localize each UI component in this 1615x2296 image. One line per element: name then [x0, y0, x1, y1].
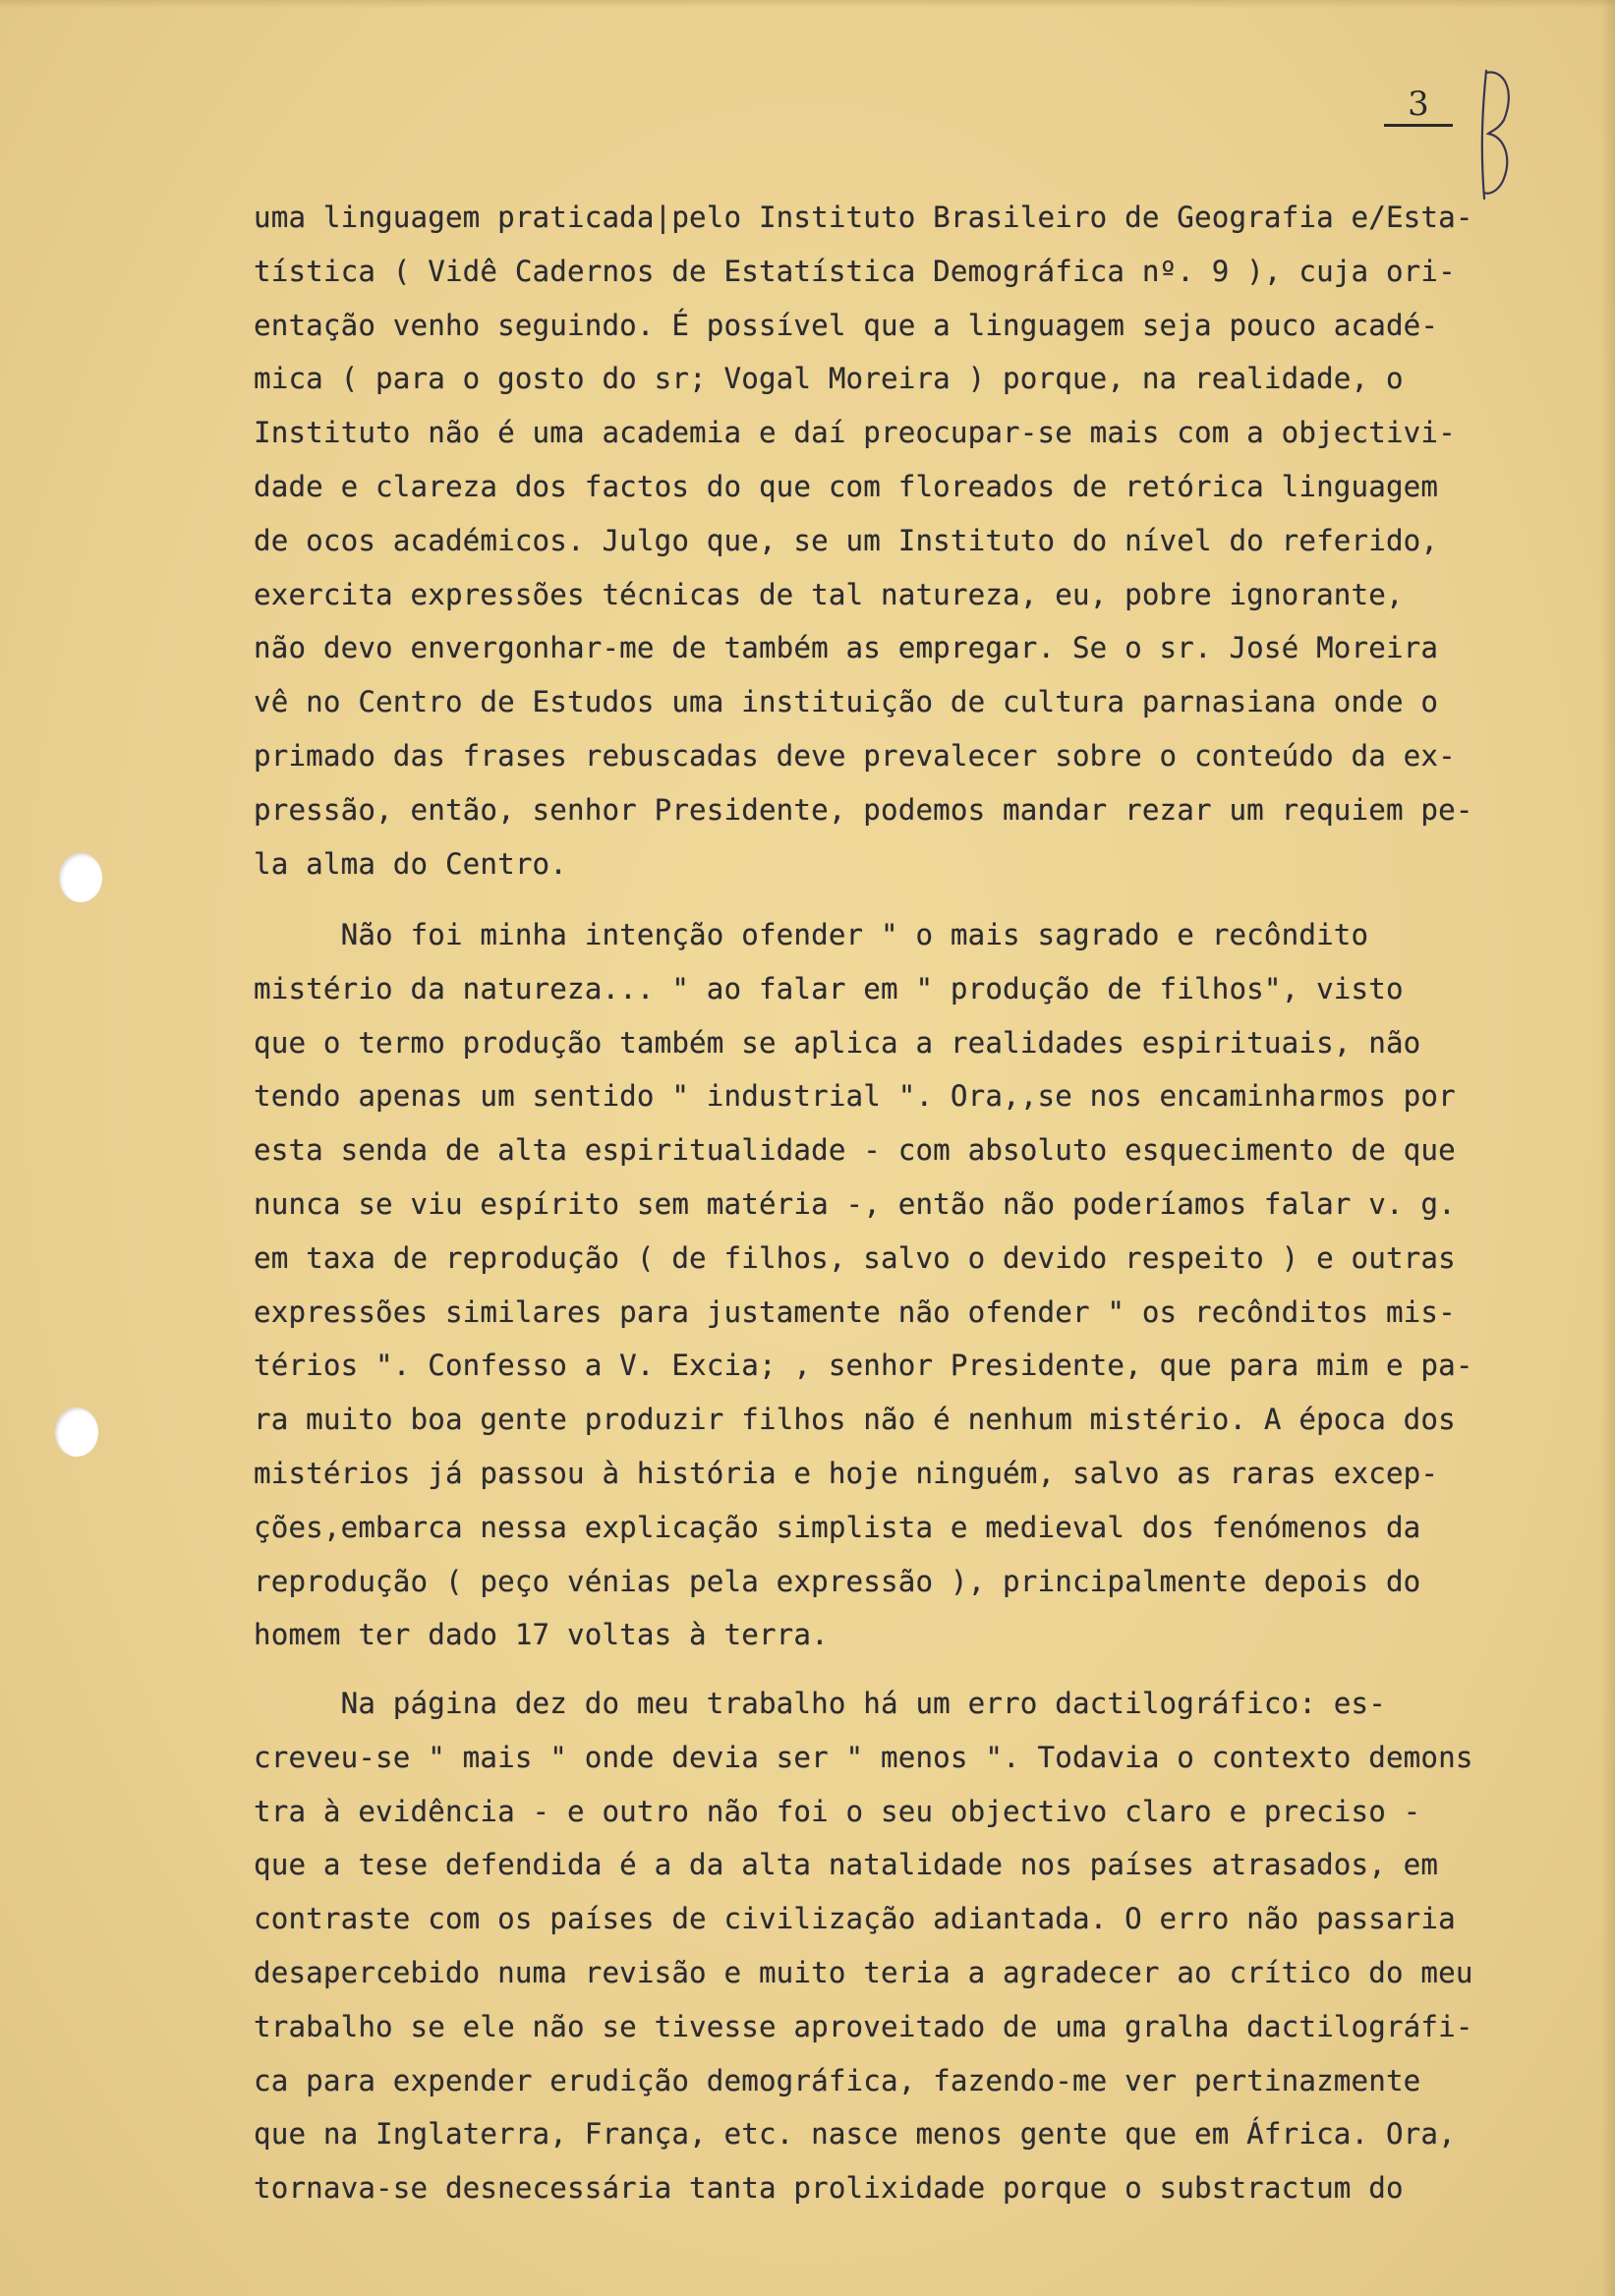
text-line: pressão, então, senhor Presidente, podemos mandar rezar um requiem pe- [254, 792, 1473, 827]
text-line: exercita expressões técnicas de tal natureza, eu, pobre ignorante, [254, 577, 1404, 611]
text-line: primado das frases rebuscadas deve prevalecer sobre o conteúdo da ex- [254, 738, 1456, 773]
text-line: tornava-se desnecessária tanta prolixidade porque o substractum do [254, 2171, 1404, 2206]
text-line: Não foi minha intenção ofender " o mais sagrado e recôndito [254, 918, 1369, 951]
paper-top-edge [0, 0, 1615, 8]
text-line: entação venho seguindo. É possível que a linguagem seja pouco acadé- [254, 308, 1439, 342]
text-line: ca para expender erudição demográfica, fazendo-me ver pertinazmente [254, 2063, 1421, 2097]
text-line: tística ( Vidê Cadernos de Estatística Demográfica nº. 9 ), cuja ori- [254, 254, 1456, 288]
punch-hole [59, 853, 102, 902]
text-line: térios ". Confesso a V. Excia; , senhor Presidente, que para mim e pa- [254, 1349, 1473, 1383]
text-line: que o termo produção também se aplica a realidades espirituais, não [254, 1025, 1421, 1060]
paragraph-3 [254, 1677, 1590, 2215]
text-line: mica ( para o gosto do sr; Vogal Moreira ) porque, na realidade, o [254, 362, 1404, 396]
text-line: nunca se viu espírito sem matéria -, então não poderíamos falar v. g. [254, 1186, 1456, 1221]
text-line: dade e clareza dos factos do que com floreados de retórica linguagem [254, 469, 1439, 503]
text-line: vê no Centro de Estudos uma instituição de cultura parnasiana onde o [254, 685, 1439, 719]
text-line: desapercebido numa revisão e muito teria a agradecer ao crítico do meu [254, 1955, 1473, 1989]
text-line: trabalho se ele não se tivesse aproveitado de uma gralha dactilográfi- [254, 2009, 1473, 2043]
text-line: expressões similares para justamente não ofender " os recônditos mis- [254, 1294, 1456, 1329]
text-line: tendo apenas um sentido " industrial ". Ora,,se nos encaminharmos por [254, 1079, 1456, 1114]
text-line: homem ter dado 17 voltas à terra. [254, 1618, 829, 1652]
text-line: em taxa de reprodução ( de filhos, salvo o devido respeito ) e outras [254, 1240, 1456, 1275]
text-line: uma linguagem praticada|pelo Instituto Brasileiro de Geografia e/Esta- [254, 201, 1473, 234]
text-line: ra muito boa gente produzir filhos não é nenhum mistério. A época dos [254, 1403, 1456, 1437]
text-line: de ocos académicos. Julgo que, se um Instituto do nível do referido, [254, 523, 1439, 557]
handwritten-annotation-icon [1465, 61, 1533, 208]
text-line: reprodução ( peço vénias pela expressão ), principalmente depois do [254, 1564, 1421, 1598]
text-line: que a tese defendida é a da alta natalidade nos países atrasados, em [254, 1848, 1439, 1882]
text-line: não devo envergonhar-me de também as empregar. Se o sr. José Moreira [254, 631, 1439, 665]
text-line: ções,embarca nessa explicação simplista e medieval dos fenómenos da [254, 1510, 1421, 1544]
text-line: mistérios já passou à história e hoje ninguém, salvo as raras excep- [254, 1456, 1439, 1490]
text-line: esta senda de alta espiritualidade - com absoluto esquecimento de que [254, 1133, 1456, 1168]
text-line: contraste com os países de civilização adiantada. O erro não passaria [254, 1902, 1456, 1936]
paragraph-2 [254, 908, 1590, 1662]
text-line: que na Inglaterra, França, etc. nasce menos gente que em África. Ora, [254, 2117, 1456, 2152]
text-line: Na página dez do meu trabalho há um erro dactilográfico: es- [254, 1687, 1386, 1720]
text-line: la alma do Centro. [254, 846, 568, 881]
text-line: Instituto não é uma academia e daí preocupar-se mais com a objectivi- [254, 416, 1456, 450]
text-line: mistério da natureza... " ao falar em " produção de filhos", visto [254, 971, 1404, 1005]
punch-hole [55, 1407, 98, 1457]
text-line: tra à evidência - e outro não foi o seu objectivo claro e preciso - [254, 1794, 1421, 1828]
text-line: creveu-se " mais " onde devia ser " menos ". Todavia o contexto demons [254, 1740, 1473, 1774]
paper-right-edge [1601, 0, 1615, 2296]
page-number: 3 [1384, 85, 1453, 127]
paragraph-1 [254, 191, 1590, 890]
